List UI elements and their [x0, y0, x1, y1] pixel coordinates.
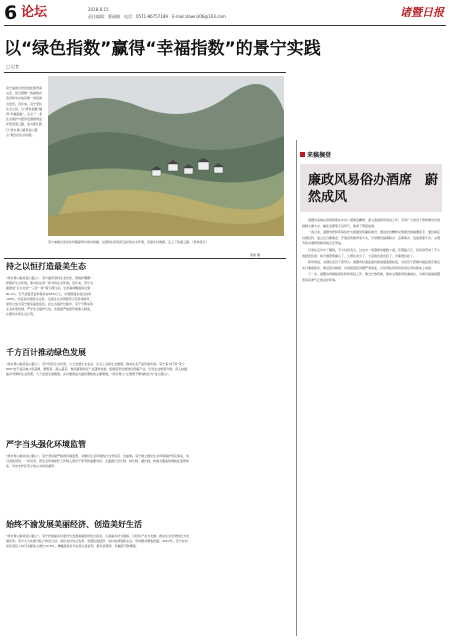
section-heading: 严字当头强化环境监管 [6, 440, 86, 449]
page-number: 6 [4, 2, 18, 24]
section-body-continued [100, 276, 188, 340]
section-title: 论坛 [21, 5, 48, 20]
paper-logo: 诸暨日报 [400, 6, 444, 19]
sidebar-headline: 廉政风易俗办酒席 蔚然成风 [308, 173, 439, 205]
section-body: “绿水青山就是金山银山”。景宁把美丽乡村建设与发展美丽经济结合起来，以美丽乡村为载体，以特色产业为支撑，推动生态优势转化为发展优势。景宁大力实施“两山”转化行动，深化农村综合改革，发展民宿经济、农村电商等新业态，带动群众增收致富。2017年，景宁农村常住居民人均可支配收入增长10.5%，增幅连续多年位居全省前列，群众获得感、幸福感不断增强。 [6, 534, 190, 549]
section-body: “绿水青山就是金山银山”。景宁始终坚持生态优先，像保护眼睛一样保护生态环境，像对待生命一样对待生态环境。近年来，景宁全面推进“五水共治”“三改一拆”等专项行动，全县森林覆盖率达到81.1%，空气质量优良率保持在95%以上，出境断面水质达标率100%，先后获评国家生态县、全国生态文明建设示范县等称号，绿色已成为景宁最亮丽的底色。在生态保护过程中，景宁不断完善生态补偿机制，严守生态保护红线，实施最严格的环境准入制度，让群众共享生态红利。 [6, 276, 94, 317]
date-line: 2018.8.15 [88, 7, 109, 12]
lede-text: 景宁畲族自治县地处浙西南山区，是全国唯一的畲族自治县和华东地区唯一的民族自治县。近年来，景宁坚持生态立县，以“绿色指数”赢得“幸福指数”，走出了一条生态保护与经济发展相得益彰的发展之路，成为浙江践行“绿水青山就是金山银山”理念的生动实践。 [6, 86, 43, 137]
sidebar-tag [300, 152, 331, 160]
masthead [4, 3, 446, 26]
village-landscape-image [48, 76, 284, 236]
paragraph: 诸暨市各地认真贯彻落实中央八项规定精神，深入推进移风易俗工作，引导广大党员干部和群众自觉抵制大操大办、铺张浪费等不良风气，取得了明显成效。 [302, 218, 441, 228]
sidebar-body [302, 218, 442, 632]
byline: □ 记者 [6, 64, 20, 69]
editor-line: 责任编辑：曹丽梅 电话：0571-86757189 E-mail:dawn306@163.com [88, 14, 226, 19]
section-body: “绿水青山就是金山银山”。景宁依托生态优势，大力发展生态农业、生态工业和生态旅游，推动生态产品价值实现。景宁着力打造“景宁600”农产品区域公用品牌，惠明茶、高山蔬菜、食用菌等特色产业蓬勃发展；积极培育发展绿色低碳产业，引导企业转型升级；深入挖掘畲乡风情和生态资源，大力发展全域旅游，乡村旅游成为富民增收的主要渠道，“绿水青山”正源源不断地转化为“金山银山”。 [6, 362, 188, 377]
section-heading: 始终不渝发展美丽经济、创造美好生活 [6, 520, 142, 529]
paragraph: 下一步，诸暨市将继续深化移风易俗工作，健全长效机制，推动文明新风吹遍城乡，为建设美丽诸暨营造风清气正的良好环境。 [302, 272, 441, 282]
sidebar-tag-label: 来稿摘登 [307, 152, 332, 159]
square-icon [300, 152, 305, 157]
divider [4, 72, 286, 73]
paragraph: 记者在走访中了解到，不少村民表示，过去办一场酒席动辄数十桌，花费数万元，给家庭带来了不小的经济负担；如今酒席规模小了，人情往来少了，大家的负担也轻了，办事更轻松了。 [302, 247, 441, 258]
photo-caption: 景宁畲族自治县东坑镇深垟村风光如画，这里的村民依托良好的生态环境，发展乡村旅游，走上了致富之路。（资料照片） [48, 240, 209, 244]
section-heading: 千方百计推动绿色发展 [6, 348, 86, 357]
section-body-column [196, 276, 290, 632]
article-photo [48, 76, 284, 236]
section-heading: 持之以恒打造最美生态 [6, 262, 86, 271]
photo-credit: 蔡建 摄 [250, 253, 260, 257]
divider [4, 258, 286, 259]
paragraph: 移风易俗，关键在党员干部带头。诸暨市纪委监委持续加强监督检查，对党员干部操办婚丧喜庆事宜实行事前报告、事后报告制度，对违规违纪问题严肃查处，以党风政风带动民风社风持续向上向善。 [302, 260, 441, 270]
article-headline: 以“绿色指数”赢得“幸福指数”的景宁实践 [4, 39, 321, 59]
paragraph: 一直以来，诸暨市把移风易俗作为加强党风廉政建设、推进农村精神文明建设的重要抓手，通过制定村规民约、成立红白理事会、开展宣传教育等方式，引导群众婚事新办、丧事简办、其他喜事不办，文明节俭办酒席的新风尚正在形成。 [302, 230, 441, 246]
section-body: “绿水青山就是金山银山”。景宁坚持最严格的环境监管，对破坏生态环境的行为零容忍、出重拳。景宁建立健全生态环境保护责任体系，实行党政同责、一岗双责，把生态环境保护工作纳入领导干部考核重要内容；全面推行河长制、林长制、湖长制，构建全覆盖的网格化监管体系，切实守护好景宁的山水林田湖草。 [6, 454, 190, 469]
